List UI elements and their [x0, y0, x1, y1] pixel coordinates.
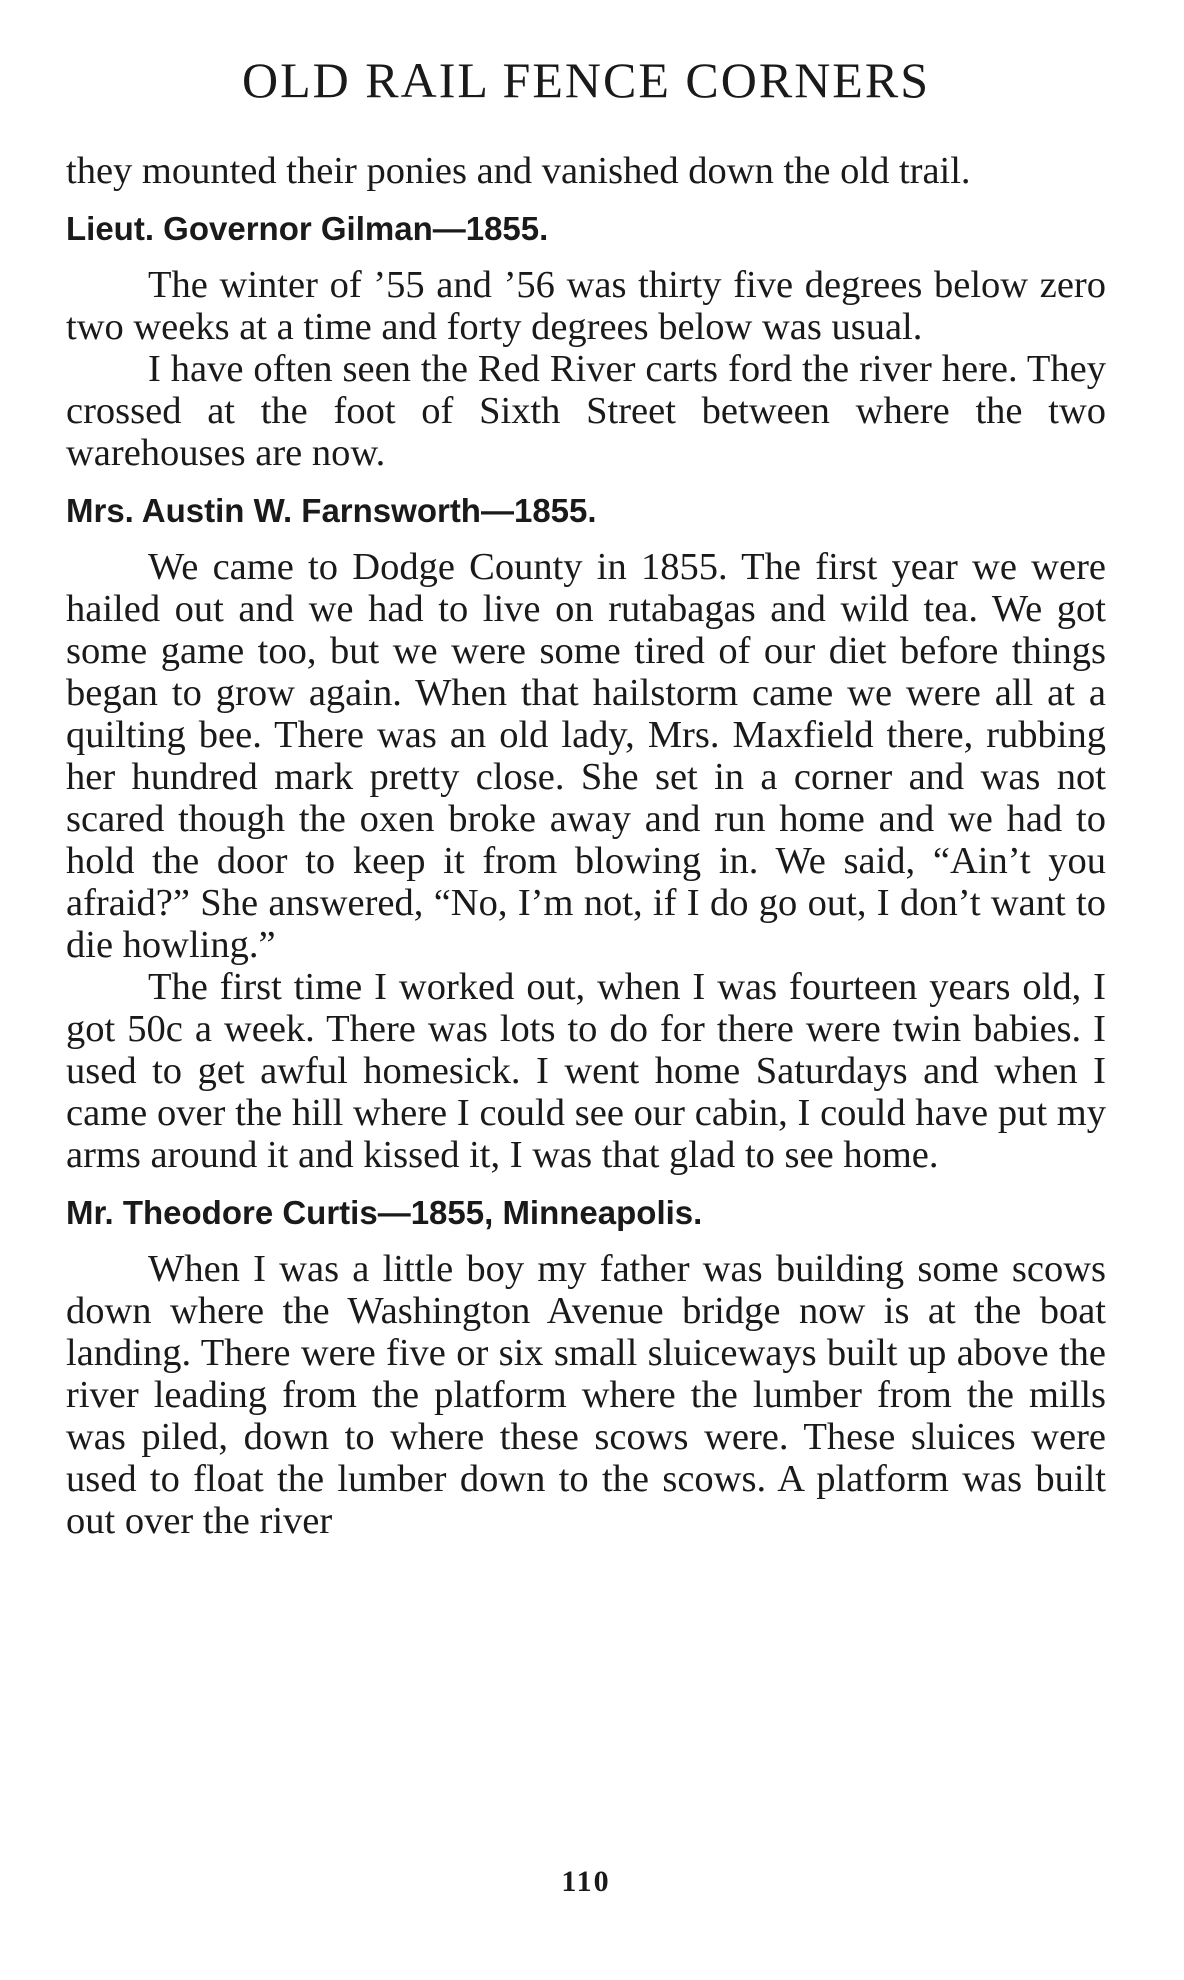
book-page — [66, 0, 1106, 1980]
paragraph: I have often seen the Red River carts ford the river here. They crossed at the foot of Sixth Street between where the two warehouses are now. — [66, 348, 1106, 474]
paragraph: The winter of ’55 and ’56 was thirty five degrees below zero two weeks at a time and forty degrees below was usual. — [66, 264, 1106, 348]
running-head: OLD RAIL FENCE CORNERS — [241, 52, 931, 108]
paragraph: When I was a little boy my father was building some scows down where the Washington Avenue bridge now is at the boat landing. There were five or six small sluiceways built up above the river leading from the platform where the lumber from the mills was piled, down to where these scows were. These sluices were used to float the lumber down to the scows. A platform was built out over the river — [66, 1248, 1106, 1542]
page-body — [66, 150, 1106, 1542]
section-heading-curtis: Mr. Theodore Curtis—1855, Minneapolis. — [66, 1194, 703, 1231]
paragraph: The first time I worked out, when I was fourteen years old, I got 50c a week. There was lots to do for there were twin babies. I used to get awful homesick. I went home Saturdays and when I came over the hill where I could see our cabin, I could have put my arms around it and kissed it, I was that glad to see home. — [66, 966, 1106, 1176]
page-number: 110 — [561, 1865, 611, 1898]
section-heading-farnsworth: Mrs. Austin W. Farnsworth—1855. — [66, 492, 597, 529]
continuation-paragraph: they mounted their ponies and vanished down the old trail. — [66, 150, 971, 192]
section-heading-gilman: Lieut. Governor Gilman—1855. — [66, 210, 549, 247]
paragraph: We came to Dodge County in 1855. The first year we were hailed out and we had to live on rutabagas and wild tea. We got some game too, but we were some tired of our diet before things began to grow again. When that hailstorm came we were all at a quilting bee. There was an old lady, Mrs. Maxfield there, rubbing her hundred mark pretty close. She set in a corner and was not scared though the oxen broke away and run home and we had to hold the door to keep it from blowing in. We said, “Ain’t you afraid?” She answered, “No, I’m not, if I do go out, I don’t want to die howling.” — [66, 546, 1106, 966]
